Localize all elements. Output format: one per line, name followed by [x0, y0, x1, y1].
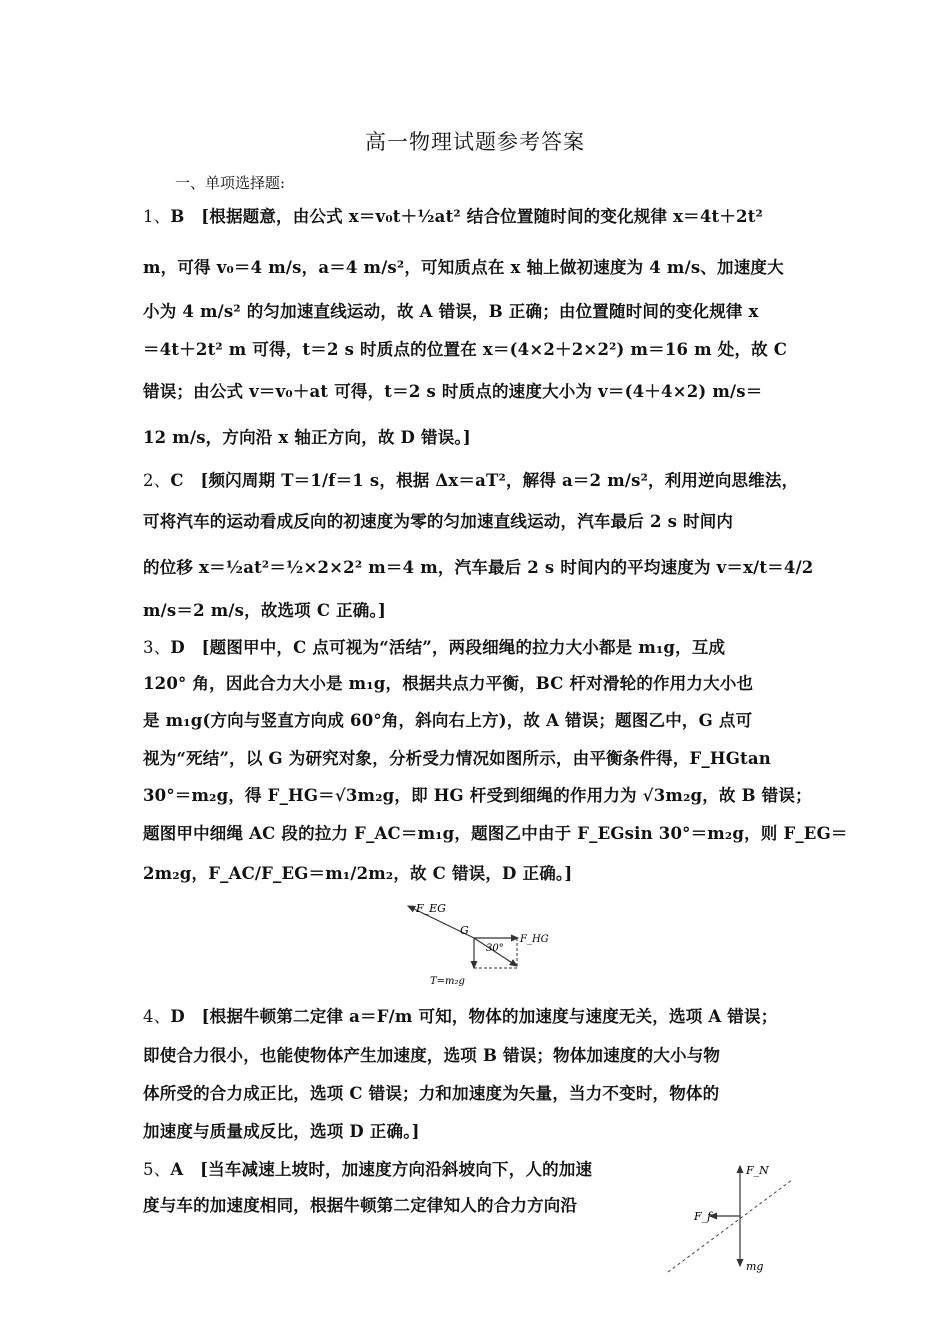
answer-5-line-2: 度与车的加速度相同，根据牛顿第二定律知人的合力方向沿 — [143, 1196, 578, 1215]
slope-line — [668, 1180, 792, 1272]
answer-2-line-1: 2、C [频闪周期 T＝1/f＝1 s，根据 Δx＝aT²，解得 a＝2 m/s²，利用逆向思维法， — [143, 471, 799, 490]
answer-1-line-2: m，可得 v₀＝4 m/s，a＝4 m/s²，可知质点在 x 轴上做初速度为 4 m/s、加速度大 — [143, 258, 784, 277]
force-diagram-person — [660, 1158, 800, 1278]
label-angle: 30° — [486, 943, 504, 954]
answer-3-number: 3、 — [143, 638, 171, 657]
answer-2-line-2: 可将汽车的运动看成反向的初速度为零的匀加速直线运动，汽车最后 2 s 时间内 — [143, 512, 734, 531]
label-fhg: F_HG — [520, 934, 549, 945]
answer-4-line-1: 4、D [根据牛顿第二定律 a＝F/m 可知，物体的加速度与速度无关，选项 A 错误； — [143, 1007, 778, 1026]
label-mg: mg — [746, 1260, 764, 1273]
answer-4-number: 4、 — [143, 1007, 171, 1026]
answer-3-line-4: 视为“死结”，以 G 为研究对象，分析受力情况如图所示，由平衡条件得，F_HGtan — [143, 749, 771, 768]
answer-4-line-3: 体所受的合力成正比，选项 C 错误；力和加速度为矢量，当力不变时，物体的 — [143, 1084, 720, 1103]
label-ff: F_f — [694, 1210, 712, 1223]
answer-1-line-6: 12 m/s，方向沿 x 轴正方向，故 D 错误。] — [143, 428, 471, 447]
answer-3-line-5: 30°＝m₂g，得 F_HG＝√3m₂g，即 HG 杆受到细绳的作用力为 √3m₂g，故 B 错误； — [143, 786, 812, 805]
answer-3-line-2: 120° 角，因此合力大小是 m₁g，根据共点力平衡，BC 杆对滑轮的作用力大小也 — [143, 674, 754, 693]
answer-1-number: 1、 — [143, 207, 171, 226]
label-g: G — [460, 924, 469, 937]
answer-5-number: 5、 — [143, 1160, 171, 1179]
answer-5-line-1: 5、A [当车减速上坡时，加速度方向沿斜坡向下，人的加速 — [143, 1160, 593, 1179]
answer-2-line-4: m/s＝2 m/s，故选项 C 正确。] — [143, 601, 386, 620]
answer-3-line-7: 2m₂g，F_AC/F_EG＝m₁/2m₂，故 C 错误，D 正确。] — [143, 864, 573, 883]
answer-2-line-3: 的位移 x＝½at²＝½×2×2² m＝4 m，汽车最后 2 s 时间内的平均速度为 v＝x/t＝4/2 — [143, 558, 814, 577]
answer-3-line-3: 是 m₁g(方向与竖直方向成 60°角，斜向右上方)，故 A 错误；题图乙中，G 点可 — [143, 711, 753, 730]
answer-3-line-6: 题图甲中细绳 AC 段的拉力 F_AC＝m₁g，题图乙中由于 F_EGsin 30°＝m₂g，则 F_EG＝ — [143, 824, 848, 843]
section-heading: 一、单项选择题: — [175, 174, 286, 192]
answer-1-line-1: 1、B [根据题意，由公式 x＝v₀t＋½at² 结合位置随时间的变化规律 x＝4t＋2t² — [143, 207, 763, 226]
answer-3-line-1: 3、D [题图甲中，C 点可视为“活结”，两段细绳的拉力大小都是 m₁g，互成 — [143, 638, 726, 657]
answer-2-number: 2、 — [143, 471, 171, 490]
answer-1-line-3: 小为 4 m/s² 的匀加速直线运动，故 A 错误，B 正确；由位置随时间的变化规律 x — [143, 302, 759, 321]
page-title: 高一物理试题参考答案 — [365, 130, 585, 154]
label-feg: F_EG — [416, 902, 446, 915]
answer-1-line-5: 错误；由公式 v＝v₀＋at 可得，t＝2 s 时质点的速度大小为 v＝(4＋4×2) m/s＝ — [143, 382, 763, 401]
answer-1-line-4: ＝4t＋2t² m 可得，t＝2 s 时质点的位置在 x＝(4×2＋2×2²) m＝16 m 处，故 C — [143, 340, 788, 359]
answer-4-line-4: 加速度与质量成反比，选项 D 正确。] — [143, 1122, 420, 1141]
label-t: T=m₂g — [430, 976, 465, 986]
answer-4-line-2: 即使合力很小，也能使物体产生加速度，选项 B 错误；物体加速度的大小与物 — [143, 1046, 721, 1065]
label-fn: F_N — [746, 1164, 769, 1177]
force-diagram-g — [400, 898, 560, 986]
